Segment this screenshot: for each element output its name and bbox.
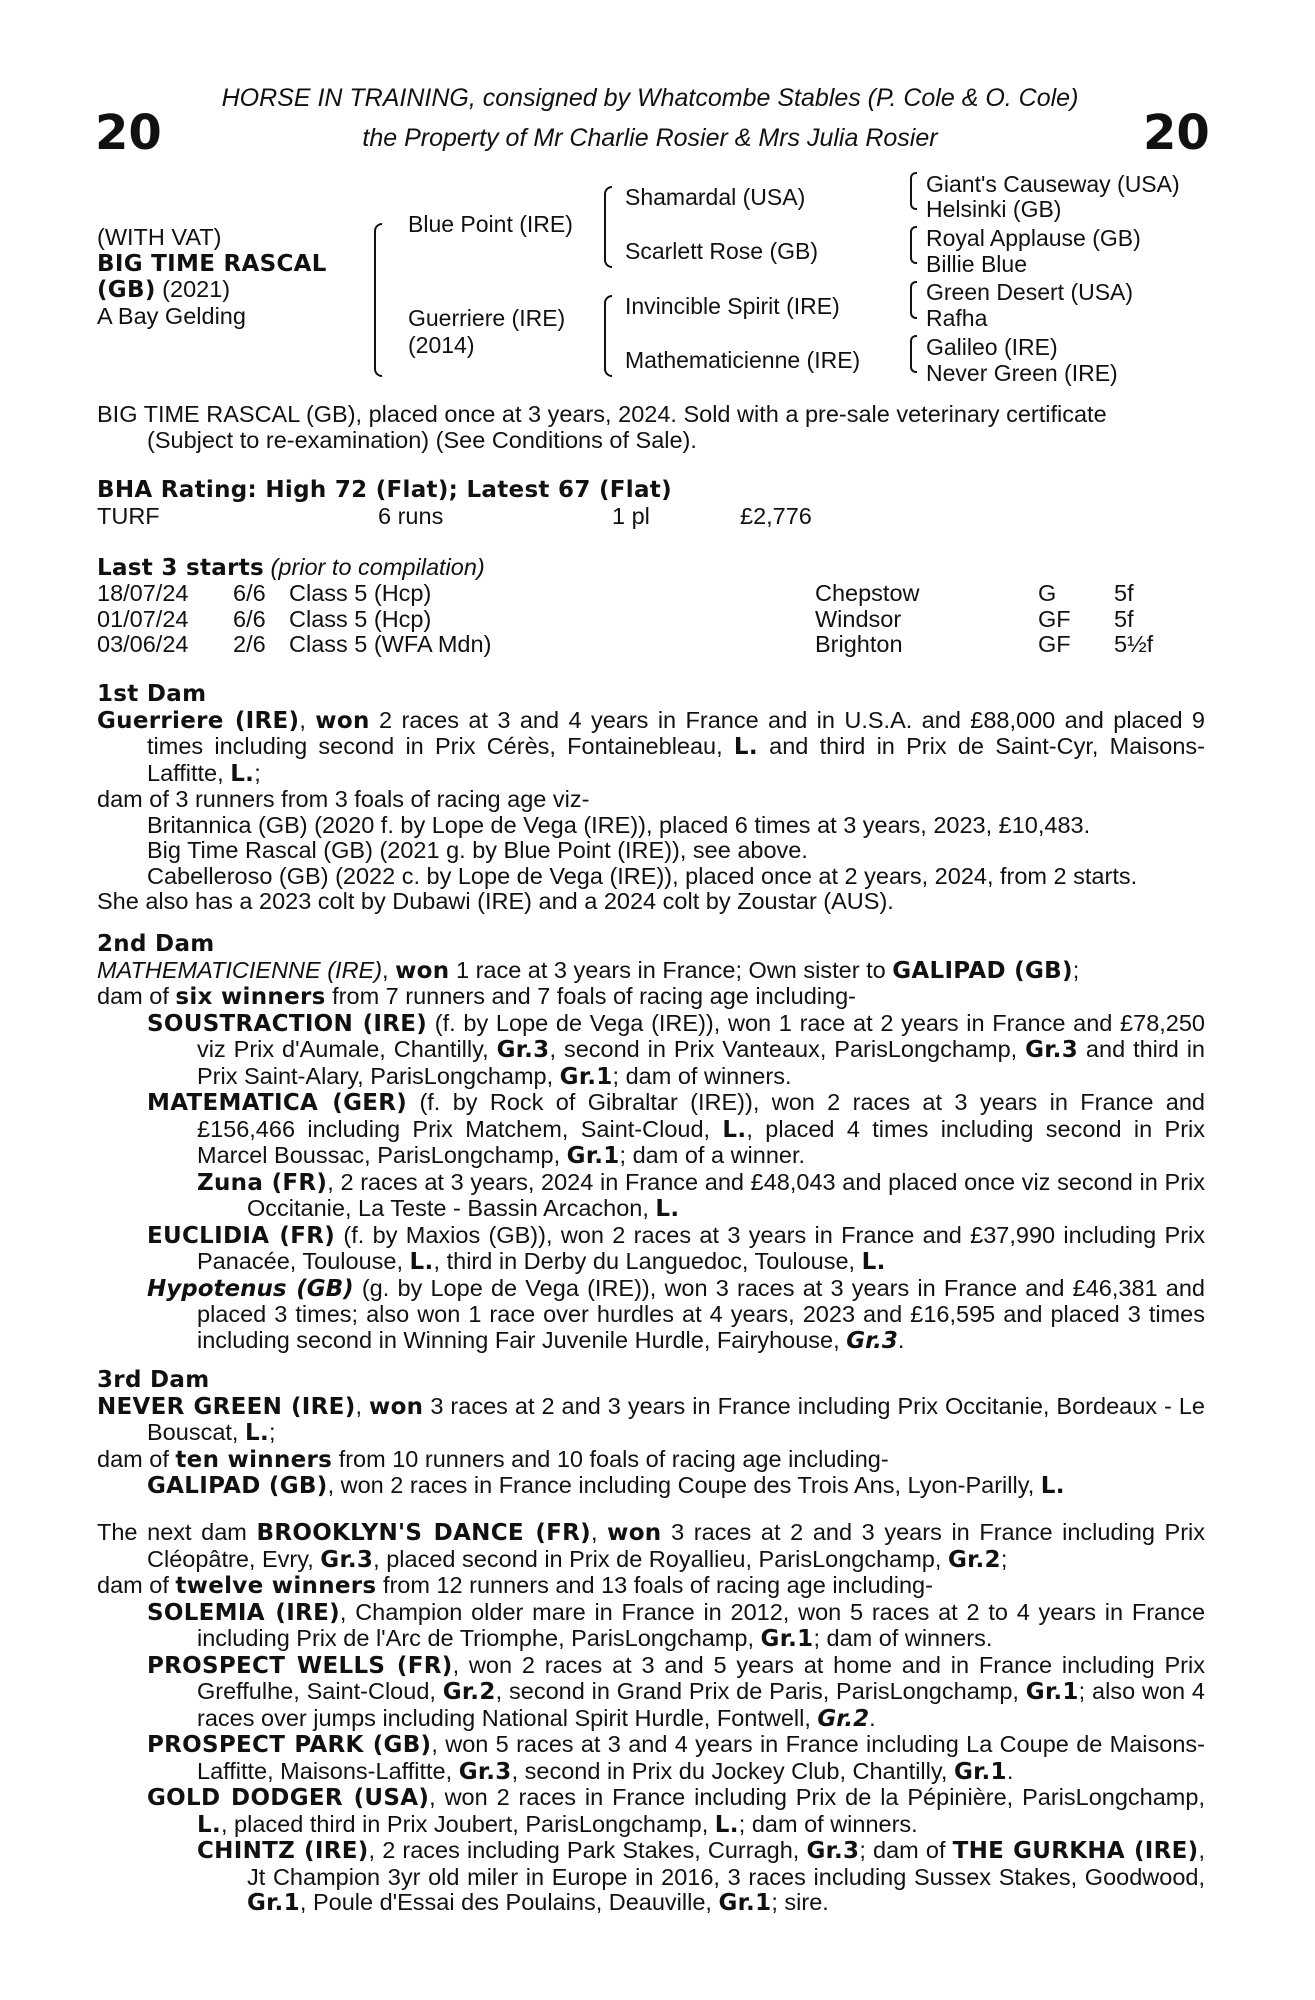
group-tag: Gr.1 bbox=[1025, 1679, 1079, 1705]
runner-text: ; also won 4 races over jumps including National Spirit Hurdle, Fontwell, bbox=[197, 1678, 1205, 1731]
runner-text: and third in Prix Saint-Alary, ParisLongchamp, bbox=[197, 1036, 1206, 1089]
pedigree-brace-g1 bbox=[910, 172, 917, 210]
listed-tag: L. bbox=[655, 1196, 680, 1222]
next-dam-name: BROOKLYN'S DANCE (FR) bbox=[256, 1520, 591, 1546]
rating-block bbox=[97, 478, 1205, 504]
start-race: Class 5 (Hcp) bbox=[289, 605, 432, 632]
next-dam-intro: The next dam bbox=[97, 1519, 257, 1545]
consignor-line: HORSE IN TRAINING, consigned by Whatcombe Stables (P. Cole & O. Cole) bbox=[221, 84, 1079, 112]
runner-galipad: GALIPAD (GB) bbox=[147, 1473, 328, 1499]
pedigree-g1: Giant's Causeway (USA) bbox=[926, 171, 1180, 197]
first-dam-produce: dam of 3 runners from 3 foals of racing age viz- bbox=[97, 786, 590, 812]
runner-solemia: SOLEMIA (IRE) bbox=[147, 1599, 340, 1626]
group-tag: Gr.3 bbox=[458, 1758, 512, 1785]
third-dam-text: 3 races at 2 and 3 years in France including Prix Occitanie, Bordeaux - Le Bouscat, bbox=[147, 1392, 1205, 1445]
property-line: the Property of Mr Charlie Rosier & Mrs Julia Rosier bbox=[362, 124, 938, 152]
runner-text: (f. by Lope de Vega (IRE)), won 1 race at 2 years in France and £78,250 viz Prix d'Aumale, Chantilly, bbox=[197, 1009, 1205, 1062]
horse-identity bbox=[97, 225, 397, 329]
rating-runs: 6 runs bbox=[378, 503, 444, 529]
runner-prospect-park: PROSPECT PARK (GB) bbox=[147, 1732, 432, 1758]
first-dam-also: She also has a 2023 colt by Dubawi (IRE) and a 2024 colt by Zoustar (AUS). bbox=[97, 888, 894, 914]
third-dam-name: NEVER GREEN (IRE) bbox=[97, 1393, 356, 1420]
pedigree-g8: Never Green (IRE) bbox=[926, 360, 1118, 386]
pedigree-brace-g3 bbox=[910, 281, 917, 319]
group-tag: Gr.1 bbox=[559, 1063, 613, 1090]
listed-tag: L. bbox=[733, 734, 758, 760]
runner-text: (g. by Lope de Vega (IRE)), won 3 races at 3 years in France and £46,381 and placed 3 times; also won 1 race over hurdles at 4 years, 2023 and £16,595 and placed 3 times including second in Winning Fair Juvenile Hurdle, Fairyhouse, bbox=[197, 1274, 1205, 1353]
runner-euclidia: EUCLIDIA (FR) bbox=[147, 1222, 336, 1249]
runner-text: , won 2 races in France including Prix de la Pépinière, ParisLongchamp, bbox=[429, 1784, 1205, 1810]
sister-name: GALIPAD (GB) bbox=[892, 957, 1073, 984]
start-dist: 5½f bbox=[1114, 631, 1154, 657]
group-tag: Gr.3 bbox=[320, 1546, 374, 1573]
pedigree-g2: Helsinki (GB) bbox=[926, 196, 1062, 222]
first-dam-heading: 1st Dam bbox=[97, 681, 207, 707]
pedigree-g5: Green Desert (USA) bbox=[926, 279, 1134, 305]
pedigree-sire-sire: Shamardal (USA) bbox=[625, 184, 806, 210]
listed-tag: L. bbox=[714, 1811, 739, 1838]
lot-number-left: 20 bbox=[95, 105, 162, 161]
pedigree-brace-dam bbox=[604, 295, 612, 377]
dam-of-text: dam of bbox=[97, 1445, 176, 1472]
start-date: 18/07/24 bbox=[97, 580, 189, 606]
runner-text: , placed third in Prix Joubert, ParisLongchamp, bbox=[221, 1810, 715, 1837]
first-dam-text: 2 races at 3 and 4 years in France and in U.S.A. and £88,000 and placed 9 times including second in Prix Cérès, Fontainebleau, bbox=[147, 706, 1205, 759]
runner-text: , Jt Champion 3yr old miler in Europe in 2016, 3 races including Sussex Stakes, Goodwood, bbox=[247, 1837, 1205, 1890]
pedigree-g6: Rafha bbox=[926, 305, 988, 331]
offspring-1: Britannica (GB) (2020 f. by Lope de Vega (IRE)), placed 6 times at 3 years, 2023, £10,483. bbox=[147, 811, 1091, 838]
runner-text: , placed 4 times including second in Prix Marcel Boussac, ParisLongchamp, bbox=[197, 1115, 1205, 1168]
runner-the-gurkha: THE GURKHA (IRE) bbox=[952, 1838, 1199, 1864]
pedigree-g7: Galileo (IRE) bbox=[926, 334, 1058, 360]
start-going: GF bbox=[1038, 631, 1071, 657]
second-dam-name: MATHEMATICIENNE (IRE) bbox=[97, 956, 383, 983]
offspring-2: Big Time Rascal (GB) (2021 g. by Blue Point (IRE)), see above. bbox=[147, 837, 808, 863]
won-label: won bbox=[369, 1393, 424, 1420]
starts-heading bbox=[97, 555, 1205, 582]
runner-text: ; dam of a winner. bbox=[619, 1142, 806, 1168]
pedigree-dam-dam: Mathematicienne (IRE) bbox=[625, 347, 861, 373]
pedigree-sire: Blue Point (IRE) bbox=[408, 211, 573, 237]
third-dam-heading: 3rd Dam bbox=[97, 1367, 210, 1393]
pedigree-brace-sire bbox=[604, 186, 612, 268]
start-course: Chepstow bbox=[815, 580, 920, 606]
listed-tag: L. bbox=[409, 1249, 434, 1275]
runner-zuna: Zuna (FR) bbox=[197, 1169, 328, 1196]
punct: . bbox=[869, 1704, 876, 1731]
group-tag: Gr.3 bbox=[496, 1037, 550, 1063]
runner-chintz: CHINTZ (IRE) bbox=[197, 1838, 369, 1864]
dam-of-text: dam of bbox=[97, 983, 176, 1009]
starts-note: (prior to compilation) bbox=[270, 554, 485, 580]
start-pos: 6/6 bbox=[233, 605, 266, 632]
listed-tag: L. bbox=[244, 1420, 269, 1446]
runner-text: , won 2 races in France including Coupe des Trois Ans, Lyon-Parilly, bbox=[327, 1472, 1041, 1498]
runner-text: , 2 races at 3 years, 2024 in France and £48,043 and placed once viz second in Prix Occitanie, La Teste - Bassin Arcachon, bbox=[247, 1168, 1205, 1221]
won-label: won bbox=[315, 707, 370, 734]
next-dam-text: 3 races at 2 and 3 years in France including Prix Cléopâtre, Evry, bbox=[147, 1519, 1205, 1572]
rating-surface: TURF bbox=[97, 503, 160, 529]
group-tag: Gr.1 bbox=[760, 1626, 814, 1652]
pedigree-g4: Billie Blue bbox=[926, 251, 1027, 277]
group-tag: Gr.1 bbox=[953, 1758, 1007, 1785]
horse-summary bbox=[97, 402, 1205, 453]
runner-text: ; sire. bbox=[771, 1889, 829, 1915]
runner-soustraction: SOUSTRACTION (IRE) bbox=[147, 1010, 428, 1037]
runner-matematica: MATEMATICA (GER) bbox=[147, 1090, 408, 1116]
group-tag: Gr.3 bbox=[1025, 1037, 1078, 1063]
won-label: won bbox=[395, 957, 450, 984]
group-tag: Gr.2 bbox=[947, 1546, 1001, 1573]
start-race: Class 5 (Hcp) bbox=[289, 580, 432, 606]
winners-count: twelve winners bbox=[175, 1573, 377, 1599]
second-dam-text: 1 race at 3 years in France; Own sister to bbox=[449, 956, 893, 983]
first-dam-name: Guerriere (IRE) bbox=[97, 707, 300, 734]
runner-text: (f. by Rock of Gibraltar (IRE)), won 2 races at 3 years in France and £156,466 including Prix Matchem, Saint-Cloud, bbox=[197, 1089, 1205, 1142]
next-dam-text: , placed second in Prix de Royallieu, ParisLongchamp, bbox=[373, 1545, 948, 1572]
punct: ; bbox=[268, 1419, 276, 1445]
group-tag: Gr.1 bbox=[718, 1890, 772, 1916]
punct: . bbox=[1006, 1757, 1014, 1784]
runner-gold-dodger: GOLD DODGER (USA) bbox=[147, 1785, 430, 1811]
listed-tag: L. bbox=[722, 1116, 747, 1143]
runner-text: ; dam of winners. bbox=[612, 1062, 792, 1089]
start-dist: 5f bbox=[1114, 580, 1134, 606]
start-pos: 6/6 bbox=[233, 580, 266, 606]
listed-tag: L. bbox=[861, 1249, 886, 1275]
runner-text: , won 2 races at 3 and 5 years at home and in France including Prix Greffulhe, Saint-Cloud, bbox=[197, 1651, 1205, 1704]
winners-count: ten winners bbox=[175, 1446, 333, 1473]
lot-number-right: 20 bbox=[1143, 105, 1210, 161]
runner-text: (f. by Maxios (GB)), won 2 races at 3 years in France and £37,990 including Prix Panacée, Toulouse, bbox=[197, 1221, 1205, 1274]
runner-text: , third in Derby du Languedoc, Toulouse, bbox=[433, 1248, 862, 1274]
punct: ; bbox=[1072, 956, 1080, 983]
start-pos: 2/6 bbox=[233, 631, 266, 657]
runner-text: ; dam of winners. bbox=[813, 1625, 993, 1651]
group-tag: Gr.3 bbox=[846, 1327, 898, 1354]
next-dam-section: The next dam BROOKLYN'S DANCE (FR), won 3 races at 2 and 3 years in France including Prix Cléopâtre, Evry, Gr.3, placed second in Prix de Royallieu, ParisLongchamp, Gr.2; dam of twelve winners from 12 runners and 13 foals of racing age including- SOLEMIA (IRE), Champion older mare in France in 2012, won 5 races at 2 to 4 years in France including Prix de l'Arc de Triomphe, ParisLongchamp, Gr.1; dam of winners. PROSPECT WELLS (FR), won 2 races at 3 and 5 years at home and in France including Prix Greffulhe, Saint-Cloud, Gr.2, second in Grand Prix de Paris, ParisLongchamp, Gr.1; also won 4 races over jumps including National Spirit Hurdle, Fontwell, Gr.2. PROSPECT PARK (GB), won 5 races at 3 and 4 years in France including La Coupe de Maisons-Laffitte, Maisons-Laffitte, Gr.3, second in Prix du Jockey Club, Chantilly, Gr.1. GOLD DODGER (USA), won 2 races in France including Prix de la Pépinière, ParisLongchamp, L., placed third in Prix Joubert, ParisLongchamp, L.; dam of winners. CHINTZ (IRE), 2 races including Park Stakes, Curragh, Gr.3; dam of THE GURKHA (IRE), Jt Champion 3yr old miler in Europe in 2016, 3 races including Sussex Stakes, Goodwood, Gr.1, Poule d'Essai des Poulains, Deauville, Gr.1; sire. bbox=[97, 1519, 1206, 1916]
first-dam-section: 1st Dam Guerriere (IRE), won 2 races at 3 and 4 years in France and in U.S.A. and £88,000 and placed 9 times including second in Prix Cérès, Fontainebleau, L. and third in Prix de Saint-Cyr, Maisons-Laffitte, L.; dam of 3 runners from 3 foals of racing age viz- Britannica (GB) (2020 f. by Lope de Vega (IRE)), placed 6 times at 3 years, 2023, £10,483. Big Time Rascal (GB) (2021 g. by Blue Point (IRE)), see above. Cabelleroso (GB) (2022 c. by Lope de Vega (IRE)), placed once at 2 years, 2024, from 2 starts. She also has a 2023 colt by Dubawi (IRE) and a 2024 colt by Zoustar (AUS). bbox=[97, 681, 1205, 914]
start-course: Windsor bbox=[815, 605, 902, 632]
pedigree-brace-g4 bbox=[910, 335, 917, 373]
bha-rating: BHA Rating: High 72 (Flat); Latest 67 (Flat) bbox=[97, 477, 672, 503]
pedigree-brace-g2 bbox=[910, 226, 917, 264]
runner-text: ; dam of winners. bbox=[738, 1810, 918, 1837]
dam-of-text-2: from 12 runners and 13 foals of racing age including- bbox=[376, 1572, 933, 1598]
runner-text: , Champion older mare in France in 2012, won 5 races at 2 to 4 years in France including Prix de l'Arc de Triomphe, ParisLongchamp, bbox=[197, 1598, 1206, 1651]
group-tag: Gr.3 bbox=[806, 1838, 860, 1864]
offspring-3: Cabelleroso (GB) (2022 c. by Lope de Vega (IRE)), placed once at 2 years, 2024, from 2 starts. bbox=[147, 862, 1138, 889]
winners-count: six winners bbox=[175, 984, 326, 1010]
vat-label: (WITH VAT) bbox=[97, 224, 222, 250]
punct: . bbox=[897, 1326, 905, 1353]
group-tag: Gr.2 bbox=[817, 1705, 870, 1732]
runner-text: , second in Grand Prix de Paris, ParisLongchamp, bbox=[495, 1678, 1026, 1704]
second-dam-heading: 2nd Dam bbox=[97, 931, 215, 957]
pedigree-g3: Royal Applause (GB) bbox=[926, 225, 1141, 251]
rating-earnings: £2,776 bbox=[740, 503, 812, 529]
start-course: Brighton bbox=[815, 631, 903, 657]
start-going: G bbox=[1038, 580, 1057, 606]
horse-year: (2021) bbox=[162, 276, 231, 302]
group-tag: Gr.1 bbox=[247, 1890, 300, 1916]
runner-text: , second in Prix du Jockey Club, Chantilly, bbox=[511, 1757, 954, 1784]
dam-of-text: dam of bbox=[97, 1572, 176, 1598]
first-dam-text-2: and third in Prix de Saint-Cyr, Maisons-Laffitte, bbox=[147, 733, 1205, 786]
second-dam-section: 2nd Dam MATHEMATICIENNE (IRE), won 1 race at 3 years in France; Own sister to GALIPAD (GB); dam of six winners from 7 runners and 7 foals of racing age including- SOUSTRACTION (IRE) (f. by Lope de Vega (IRE)), won 1 race at 2 years in France and £78,250 viz Prix d'Aumale, Chantilly, Gr.3, second in Prix Vanteaux, ParisLongchamp, Gr.3 and third in Prix Saint-Alary, ParisLongchamp, Gr.1; dam of winners. MATEMATICA (GER) (f. by Rock of Gibraltar (IRE)), won 2 races at 3 years in France and £156,466 including Prix Matchem, Saint-Cloud, L., placed 4 times including second in Prix Marcel Boussac, ParisLongchamp, Gr.1; dam of a winner. Zuna (FR), 2 races at 3 years, 2024 in France and £48,043 and placed once viz second in Prix Occitanie, La Teste - Bassin Arcachon, L. EUCLIDIA (FR) (f. by Maxios (GB)), won 2 races at 3 years in France and £37,990 including Prix Panacée, Toulouse, L., third in Derby du Languedoc, Toulouse, L. Hypotenus (GB) (g. by Lope de Vega (IRE)), won 3 races at 3 years in France and £46,381 and placed 3 times; also won 1 race over hurdles at 4 years, 2023 and £16,595 and placed 3 times including second in Winning Fair Juvenile Hurdle, Fairyhouse, Gr.3. bbox=[97, 931, 1206, 1354]
pedigree-dam: Guerriere (IRE) bbox=[408, 305, 566, 331]
dam-of-text-2: from 7 runners and 7 foals of racing age including- bbox=[325, 983, 856, 1009]
pedigree-dam-year: (2014) bbox=[408, 332, 475, 358]
runner-text: , 2 races including Park Stakes, Curragh, bbox=[368, 1837, 807, 1863]
start-dist: 5f bbox=[1114, 605, 1134, 632]
listed-tag: L. bbox=[197, 1811, 221, 1838]
starts-title: Last 3 starts bbox=[97, 555, 265, 581]
pedigree-dam-sire: Invincible Spirit (IRE) bbox=[625, 293, 840, 319]
runner-text: , won 5 races at 3 and 4 years in France including La Coupe de Maisons-Laffitte, Maisons-Laffitte, bbox=[197, 1731, 1205, 1784]
runner-text: , Poule d'Essai des Poulains, Deauville, bbox=[299, 1889, 719, 1915]
punct: ; bbox=[1000, 1545, 1008, 1572]
punct: ; bbox=[254, 759, 261, 786]
horse-name: BIG TIME RASCAL bbox=[97, 250, 327, 277]
runner-prospect-wells: PROSPECT WELLS (FR) bbox=[147, 1652, 453, 1679]
dam-of-text-2: from 10 runners and 10 foals of racing age including- bbox=[332, 1445, 889, 1472]
rating-placed: 1 pl bbox=[612, 503, 650, 529]
pedigree-brace-main bbox=[374, 223, 382, 377]
won-label: won bbox=[607, 1520, 662, 1546]
group-tag: Gr.2 bbox=[442, 1679, 496, 1705]
summary-line-2: (Subject to re-examination) (See Conditions of Sale). bbox=[147, 426, 697, 453]
runner-text: , second in Prix Vanteaux, ParisLongchamp, bbox=[549, 1036, 1026, 1062]
runner-text: ; dam of bbox=[859, 1837, 953, 1863]
horse-description: A Bay Gelding bbox=[97, 302, 246, 329]
start-date: 03/06/24 bbox=[97, 631, 189, 657]
listed-tag: L. bbox=[1040, 1473, 1065, 1499]
group-tag: Gr.1 bbox=[566, 1143, 620, 1169]
third-dam-section: 3rd Dam NEVER GREEN (IRE), won 3 races at 2 and 3 years in France including Prix Occitanie, Bordeaux - Le Bouscat, L.; dam of ten winners from 10 runners and 10 foals of racing age including- GALIPAD (GB), won 2 races in France including Coupe des Trois Ans, Lyon-Parilly, L. bbox=[97, 1367, 1205, 1499]
summary-line-1: BIG TIME RASCAL (GB), placed once at 3 years, 2024. Sold with a pre-sale veterinary certificate bbox=[97, 401, 1107, 427]
runner-hypotenus: Hypotenus (GB) bbox=[147, 1275, 354, 1302]
start-going: GF bbox=[1038, 605, 1071, 632]
pedigree-sire-dam: Scarlett Rose (GB) bbox=[625, 238, 818, 264]
start-race: Class 5 (WFA Mdn) bbox=[289, 631, 492, 657]
listed-tag: L. bbox=[230, 760, 255, 787]
start-date: 01/07/24 bbox=[97, 605, 189, 632]
horse-country: (GB) bbox=[97, 277, 156, 303]
